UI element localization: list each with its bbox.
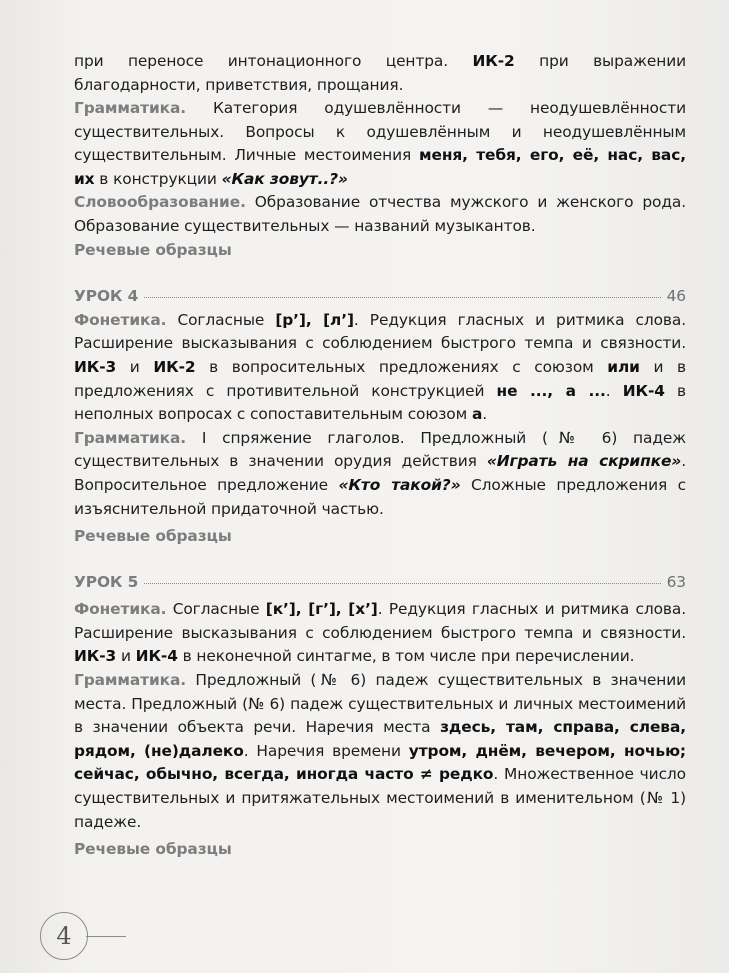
grammar-label: Грамматика. bbox=[74, 428, 187, 447]
wordformation-text: Образование отчества мужского и женского рода. Образование существительных — названий музыкантов. bbox=[74, 193, 686, 235]
phonetics-text: в неполных вопросах с сопоставительным союзом bbox=[74, 381, 686, 424]
phonetics-label: Фонетика. bbox=[74, 310, 167, 329]
phonetics-text: . bbox=[482, 405, 488, 424]
phonetics-sounds: [к’], [г’], [х’] bbox=[265, 600, 378, 619]
lesson-5-entry[interactable] bbox=[74, 571, 686, 595]
intro-paragraph bbox=[74, 50, 686, 97]
phonetics-construction: не ..., а ... bbox=[496, 381, 606, 400]
toc-leader-dots bbox=[144, 297, 660, 298]
lesson-5-grammar bbox=[74, 669, 686, 834]
speech-samples-heading[interactable]: Речевые образцы bbox=[74, 527, 232, 546]
phonetics-ik2: ИК-2 bbox=[153, 357, 196, 376]
phonetics-text: Согласные bbox=[166, 310, 276, 329]
lesson-5-page-number: 63 bbox=[666, 572, 686, 591]
phonetics-text: . Редукция гласных и ритмика слова. Расширение высказывания с соблюдением быстрого темпа и связности. bbox=[74, 310, 687, 353]
lesson-4-entry[interactable] bbox=[74, 285, 686, 309]
intro-ik2: ИК-2 bbox=[472, 52, 515, 70]
phonetics-ik4: ИК-4 bbox=[135, 647, 178, 666]
page-number-rule bbox=[86, 936, 126, 937]
phonetics-text: и bbox=[116, 647, 136, 666]
grammar-paragraph bbox=[74, 97, 686, 191]
grammar-time-adverbs: утром, днём, вечером, ночью; сейчас, обычно, всегда, иногда часто ≠ редко bbox=[74, 741, 686, 784]
intro-text-end: при выражении благодарности, приветствия, прощания. bbox=[74, 52, 686, 94]
grammar-pronouns: меня, тебя, его, её, нас, вас, их bbox=[74, 146, 686, 188]
grammar-text: . Множественное число существительных и притяжательных местоимений в именительном (№ 1) падеже. bbox=[74, 765, 686, 831]
phonetics-text: в неконечной синтагме, в том числе при перечислении. bbox=[177, 647, 635, 666]
lesson-4-page-number: 46 bbox=[666, 287, 686, 306]
speech-samples-heading[interactable]: Речевые образцы bbox=[74, 240, 232, 259]
phonetics-text: и в предложениях с противительной конструкцией bbox=[74, 357, 686, 400]
phonetics-ik3: ИК-3 bbox=[74, 647, 117, 666]
speech-samples-heading[interactable]: Речевые образцы bbox=[74, 840, 232, 859]
phonetics-text: и bbox=[116, 357, 154, 376]
phonetics-text: . Редукция гласных и ритмика слова. Расширение высказывания с соблюдением быстрого темпа и связности. bbox=[74, 600, 686, 642]
lesson-4-phonetics bbox=[74, 309, 686, 427]
grammar-example: «Играть на скрипке» bbox=[486, 452, 682, 471]
page-number-badge bbox=[40, 912, 88, 960]
lesson-4-grammar bbox=[74, 427, 686, 521]
grammar-text: . Вопросительное предложение bbox=[74, 452, 686, 494]
page-number: 4 bbox=[56, 922, 72, 950]
grammar-construction: «Как зовут..?» bbox=[221, 169, 348, 188]
phonetics-text: в вопросительных предложениях с союзом bbox=[195, 357, 608, 376]
contents-column bbox=[74, 50, 686, 862]
grammar-text-2: в конструкции bbox=[94, 169, 222, 188]
grammar-text: Категория одушевлённости — неодушевлённости существительных. Вопросы к одушевлённым и неодушевлённым существительным. Личные местоимения bbox=[74, 99, 686, 165]
phonetics-text: Согласные bbox=[166, 600, 266, 619]
grammar-text: . Наречия времени bbox=[243, 741, 409, 760]
phonetics-ik4: ИК-4 bbox=[622, 381, 665, 400]
grammar-label: Грамматика. bbox=[74, 99, 187, 117]
lesson-4-title[interactable]: УРОК 4 bbox=[74, 287, 139, 306]
phonetics-ili: или bbox=[607, 357, 640, 376]
intro-text: при переносе интонационного центра. bbox=[74, 52, 473, 70]
wordformation-label: Словообразование. bbox=[74, 193, 246, 212]
grammar-text: Предложный (№ 6) падеж существительных в значении места. Предложный (№ 6) падеж существительных и личных местоимений в значении объекта речи. Наречия места bbox=[74, 671, 686, 737]
grammar-text: I спряжение глаголов. Предложный (№ 6) падеж существительных в значении орудия действия bbox=[74, 428, 686, 471]
lesson-5-phonetics bbox=[74, 598, 686, 669]
lesson-5-title[interactable]: УРОК 5 bbox=[74, 572, 139, 591]
phonetics-text: . bbox=[605, 381, 623, 400]
grammar-example: «Кто такой?» bbox=[338, 475, 461, 494]
phonetics-sounds: [р’], [л’] bbox=[275, 310, 354, 329]
phonetics-ik3: ИК-3 bbox=[74, 357, 117, 376]
toc-leader-dots bbox=[144, 583, 660, 584]
phonetics-label: Фонетика. bbox=[74, 600, 167, 619]
grammar-label: Грамматика. bbox=[74, 671, 187, 690]
grammar-text: Сложные предложения с изъяснительной придаточной частью. bbox=[74, 475, 686, 518]
phonetics-conj-a: а bbox=[471, 405, 483, 424]
wordformation-paragraph bbox=[74, 191, 686, 238]
grammar-place-adverbs: здесь, там, справа, слева, рядом, (не)далеко bbox=[74, 718, 686, 760]
